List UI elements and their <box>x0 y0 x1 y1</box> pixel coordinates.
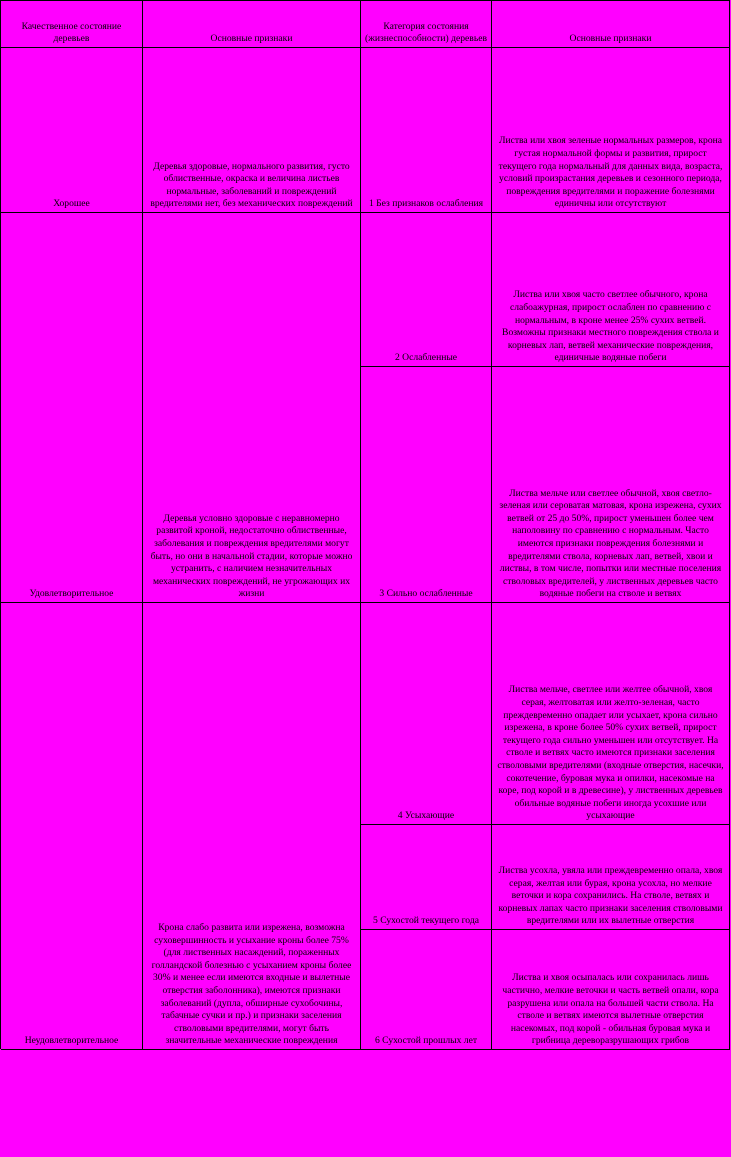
category-6-text: 6 Сухостой прошлых лет <box>374 1035 478 1047</box>
row-satisfactory-signs <box>143 213 361 603</box>
header-category-signs <box>492 1 730 48</box>
category-5 <box>361 825 492 930</box>
signs-unsatisfactory-text: Крона слабо развита или изрежена, возможна суховершинность и усыхание кроны более 75% (для лиственных насаждений, пораженных голландской болезнью с усыханием кроны более 30% и менее если имеются входные и вылетные отверстия заболонника), имеются признаки заболеваний (дупла, обширные сухобочины, табачные сучки и пр.) и признаки заселения стволовыми вредителями, могут быть значительные механические повреждения <box>151 922 352 1047</box>
category-3-signs <box>492 367 730 603</box>
row-good-signs <box>143 48 361 213</box>
category-5-signs-text: Листва усохла, увяла или преждевременно опала, хвоя серая, желтая или бурая, крона усохла, но мелкие веточки и кора сохранились. На стволе, ветвях и корневых лапах часто признаки заселения стволовыми вредителями или их вылетные отверстия <box>498 865 723 927</box>
category-4-signs-text: Листва мельче, светлее или желтее обычной, хвоя серая, желтоватая или желто-зеленая, часто преждевременно опадает или усыхает, крона сильно изрежена, в кроне более 50% сухих ветвей, прирост текущего года сильно уменьшен или отсутствует. На стволе и ветвях часто имеются признаки заселения стволовыми вредителями (входные отверстия, насечки, сокотечение, буровая мука и опилки, насекомые на коре, под корой и в древесине), у лиственных деревьев обильные водяные побеги иногда усохшие или усыхающие <box>497 684 724 822</box>
quality-satisfactory-text: Удовлетворительное <box>29 588 114 600</box>
category-1-signs-text: Листва или хвоя зеленые нормальных размеров, крона густая нормальной формы и развития, прирост текущего года нормальный для данных вида, возраста, условий произрастания деревьев и сезонного периода, повреждения вредителями и поражение болезнями единичны или отсутствуют <box>498 135 723 210</box>
category-3-signs-text: Листва мельче или светлее обычной, хвоя светло-зеленая или сероватая матовая, крона изрежена, сухих ветвей от 25 до 50%, прирост уменьшен более чем наполовину по сравнению с нормальным. Часто имеются признаки повреждения болезнями и вредителями ствола, корневых лап, ветвей, хвои и листвы, в том числе, попытки или местные поселения стволовых вредителей, у лиственных деревьев часто водяные побеги на стволе и ветвях <box>499 487 722 600</box>
header-signs <box>143 1 361 48</box>
category-1 <box>361 48 492 213</box>
category-2-text: 2 Ослабленные <box>394 352 458 364</box>
category-3 <box>361 367 492 603</box>
category-2-signs-text: Листва или хвоя часто светлее обычного, крона слабоажурная, прирост ослаблен по сравнению с нормальным, в кроне менее 25% сухих ветвей. Возможны признаки местного повреждения ствола и корневых лап, ветвей механические повреждения, единичные водяные побеги <box>502 289 719 364</box>
header-signs-text: Основные признаки <box>210 33 293 45</box>
header-quality-text: Качественное состояние деревьев <box>21 20 122 45</box>
category-6-signs-text: Листва и хвоя осыпалась или сохранилась лишь частично, мелкие веточки и часть ветвей опали, кора разрушена или опала на большей части ствола. На стволе и ветвях имеются вылетные отверстия насекомых, под корой - обильная буровая мука и грибница дереворазрушающих грибов <box>502 972 719 1047</box>
category-2-signs <box>492 213 730 367</box>
category-4-text: 4 Усыхающие <box>397 810 455 822</box>
category-4 <box>361 603 492 825</box>
header-category-text: Категория состояния (жизнеспособности) деревьев <box>365 20 487 45</box>
row-unsatisfactory-signs <box>143 603 361 1050</box>
quality-unsatisfactory-text: Неудовлетворительное <box>24 1035 119 1047</box>
category-1-signs <box>492 48 730 213</box>
category-6 <box>361 930 492 1050</box>
signs-satisfactory-text: Деревья условно здоровые с неравномерно развитой кроной, недостаточно облиственные, заболевания и повреждения вредителями могут быть, но они в начальной стадии, которые можно устранить, с наличием незначительных механических повреждений, не угрожающих их жизни <box>150 512 353 600</box>
row-satisfactory-quality <box>1 213 143 603</box>
category-3-text: 3 Сильно ослабленные <box>379 588 473 600</box>
row-good-quality <box>1 48 143 213</box>
row-unsatisfactory-quality <box>1 603 143 1050</box>
category-5-text: 5 Сухостой текущего года <box>373 915 479 927</box>
category-2 <box>361 213 492 367</box>
category-4-signs <box>492 603 730 825</box>
signs-good-text: Деревья здоровые, нормального развития, густо облиственные, окраска и величина листьев нормальные, заболеваний и повреждений вредителями нет, без механических повреждений <box>150 160 353 210</box>
quality-good-text: Хорошее <box>53 198 90 210</box>
header-category <box>361 1 492 48</box>
category-6-signs <box>492 930 730 1050</box>
category-5-signs <box>492 825 730 930</box>
category-1-text: 1 Без признаков ослабления <box>368 198 484 210</box>
header-quality <box>1 1 143 48</box>
header-category-signs-text: Основные признаки <box>569 33 652 45</box>
